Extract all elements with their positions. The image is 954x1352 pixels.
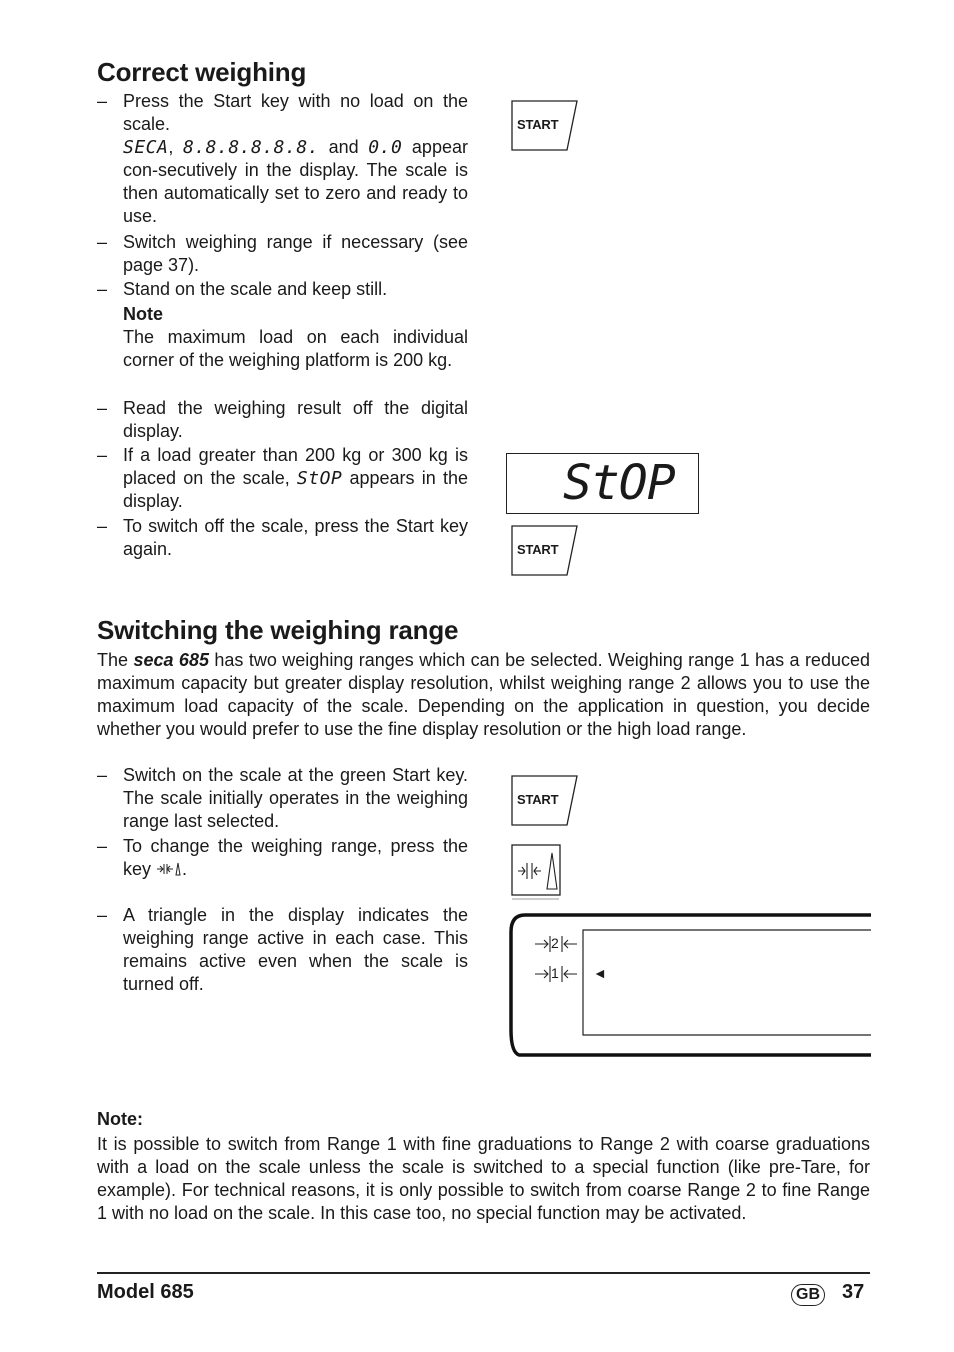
range-1-label: 1 [551,965,559,981]
start-key[interactable] [511,775,581,827]
page-number: 37 [842,1281,865,1303]
intro-paragraph [97,649,870,741]
list-item [97,764,468,833]
list-item [97,231,468,277]
range-2-label: 2 [551,935,559,951]
lcd-stop-text: StOP [563,455,675,511]
bullet-dash: – [97,765,108,785]
comma: , [168,137,174,157]
range-key-icon [156,861,182,877]
footer-model: Model 685 [97,1281,194,1303]
display-readout-88888: 8.8.8.8.8.8. [182,137,320,158]
section-title-correct-weighing: Correct weighing [97,57,307,87]
list-item-text: appear con-secutively in the display. The scale is then automatically set to zero and ready to use. [123,137,468,226]
display-readout-seca: SECA [123,137,169,158]
bullet-dash: – [97,398,108,418]
start-key-label: START [517,542,559,557]
start-key[interactable] [511,525,581,577]
period: . [182,859,188,879]
lcd-display-stop [506,453,699,514]
active-range-triangle-icon: ◄ [593,965,607,981]
list-item [97,397,468,443]
range-display-frame-icon [505,912,871,1058]
note-text: The maximum load on each individual corner of the weighing platform is 200 kg. [123,327,468,370]
note-block [97,303,468,372]
list-item-text: Switch weighing range if necessary (see page 37). [123,232,468,275]
list-item [97,278,468,301]
list-item [97,444,468,513]
bullet-dash: – [97,516,108,536]
list-item-text: A triangle in the display indicates the weighing range active in each case. This remains active even when the scale is turned off. [123,905,468,994]
bullet-dash: – [97,445,108,465]
bullet-dash: – [97,232,108,252]
list-item-text: Read the weighing result off the digital display. [123,398,468,441]
note-text: It is possible to switch from Range 1 with fine graduations to Range 2 with coarse graduations with a load on the scale unless the scale is switched to a special function (like pre-Tare, for example). For technical reasons, it is only possible to switch from coarse Range 2 to fine Range 1 with no load on the scale. In this case too, no special function may be activated. [97,1134,870,1223]
display-readout-zero: 0.0 [368,137,403,158]
and-word: and [328,137,359,157]
bullet-dash: – [97,279,108,299]
start-key[interactable] [511,100,581,152]
start-key-label: START [517,117,559,132]
bullet-dash: – [97,836,108,856]
section-title-switching-range: Switching the weighing range [97,615,459,645]
range-switch-key-icon [511,844,561,902]
intro-text: has two weighing ranges which can be selected. Weighing range 1 has a reduced maximum capacity but greater display resolution, whilst weighing range 2 allows you to use the maximum load capacity of the scale. Depending on the application in question, you decide whether you would prefer to use the fine display resolution or the high load range. [97,650,870,739]
range-display-panel [505,912,871,1058]
note-title: Note [123,304,163,324]
brand-name: seca 685 [133,650,209,670]
footer-rule [97,1272,870,1274]
list-item-text: Switch on the scale at the green Start key. The scale initially operates in the weighing range last selected. [123,765,468,831]
list-item-text: Press the Start key with no load on the scale. [123,91,468,134]
list-item [97,515,468,561]
bullet-dash: – [97,905,108,925]
intro-text: The [97,650,129,670]
note-title: Note: [97,1109,143,1129]
list-item-text: Stand on the scale and keep still. [123,279,388,299]
list-item-text: To change the weighing range, press the key [123,836,468,879]
display-readout-stop: StOP [296,468,343,489]
range-switch-key[interactable] [511,844,561,902]
list-item-text: To switch off the scale, press the Start key again. [123,516,468,559]
start-key-label: START [517,792,559,807]
list-item [97,904,468,996]
list-item [97,90,468,228]
language-badge: GB [791,1284,825,1306]
bullet-dash: – [97,91,108,111]
list-item-text: appears in the display. [123,468,468,511]
list-item [97,835,468,881]
list-item-text: If a load greater than 200 kg or 300 kg is placed on the scale, [123,445,468,488]
